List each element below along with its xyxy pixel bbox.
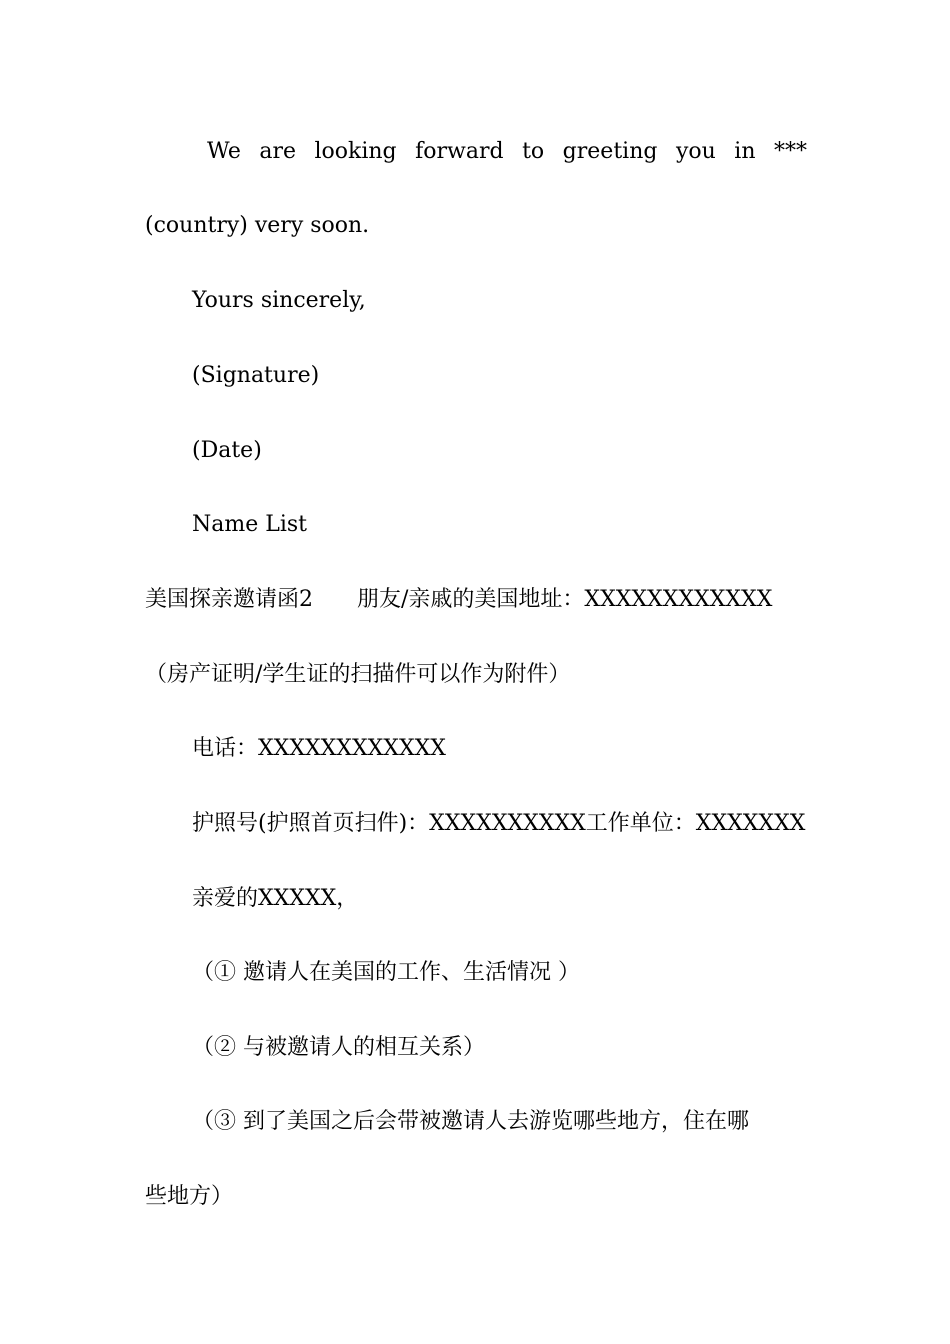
greeting-line: 亲爱的XXXXX， xyxy=(192,886,359,911)
point-3-line-2: 些地方） xyxy=(145,1184,234,1209)
attachment-note: （房产证明/学生证的扫描件可以作为附件） xyxy=(145,662,571,687)
closing-paragraph-line-1: We are looking forward to greeting you in *** xyxy=(207,139,807,164)
closing-paragraph-line-2: (country) very soon. xyxy=(145,213,370,238)
signature-placeholder: (Signature) xyxy=(192,363,320,388)
phone-line: 电话：XXXXXXXXXXXX xyxy=(192,736,446,761)
point-2: （② 与被邀请人的相互关系） xyxy=(192,1035,485,1060)
point-1: （① 邀请人在美国的工作、生活情况 ） xyxy=(192,960,580,985)
passport-work-line: 护照号(护照首页扫件)：XXXXXXXXXX工作单位：XXXXXXX xyxy=(192,811,806,836)
date-placeholder: (Date) xyxy=(192,438,262,463)
yours-sincerely: Yours sincerely, xyxy=(192,288,366,313)
point-3-line-1: （③ 到了美国之后会带被邀请人去游览哪些地方，住在哪 xyxy=(192,1109,749,1134)
invitation-heading-address: 美国探亲邀请函2 朋友/亲戚的美国地址：XXXXXXXXXXXX xyxy=(145,587,773,612)
name-list-heading: Name List xyxy=(192,512,308,537)
